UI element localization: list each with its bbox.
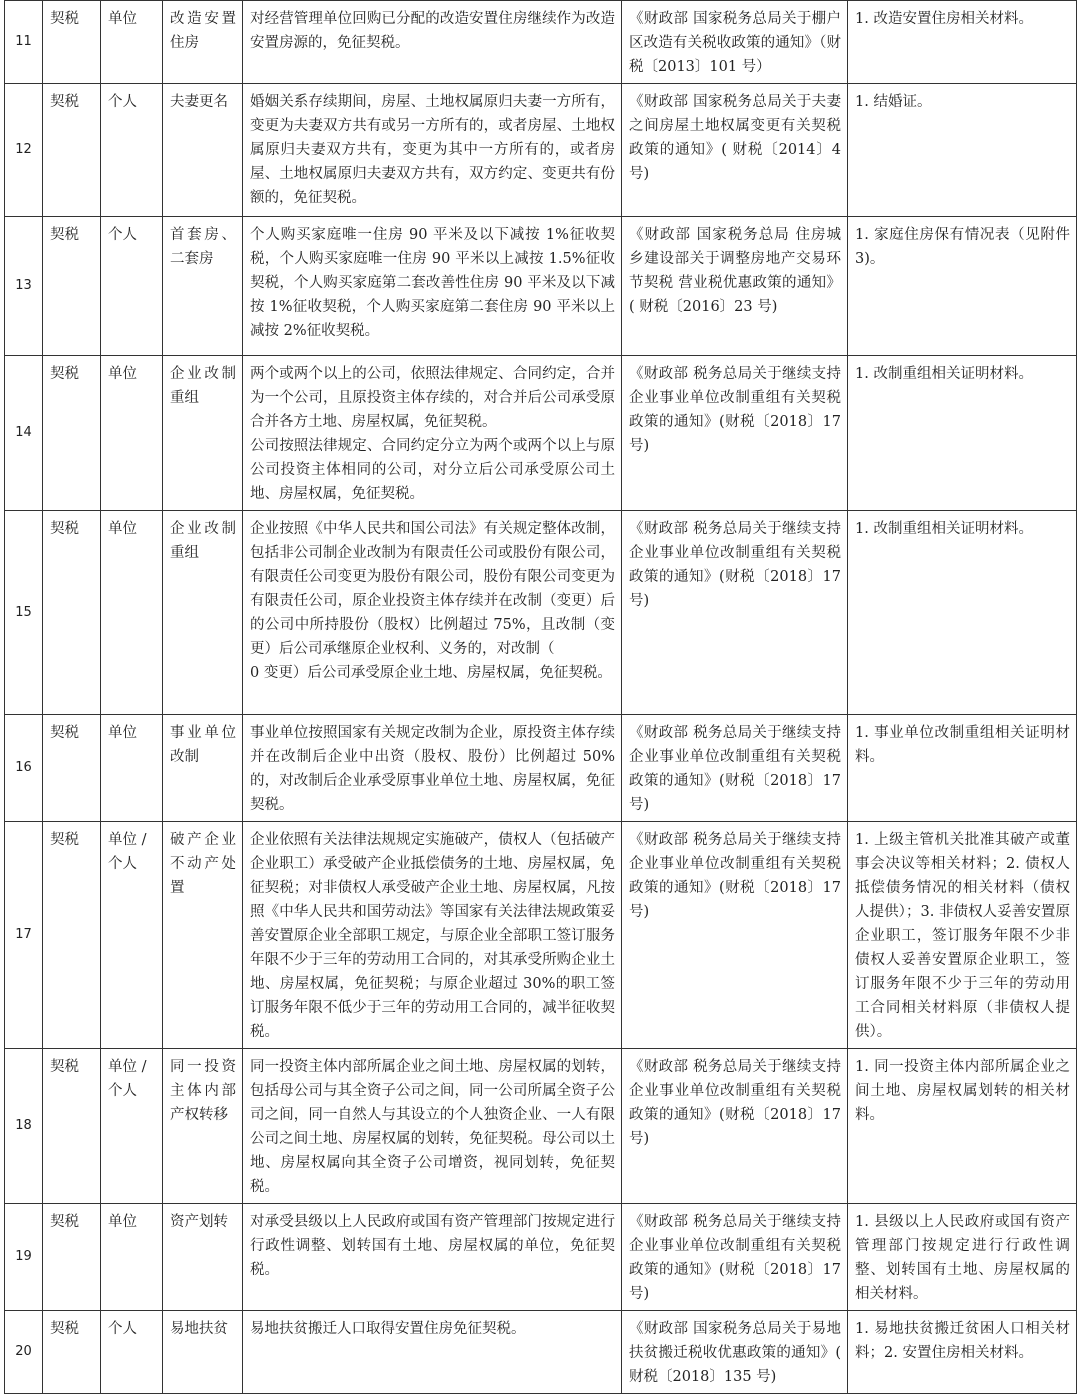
required-materials: 1. 家庭住房保有情况表（见附件 3)。 [848,217,1077,356]
subject-type: 单位 [101,356,163,511]
table-row [5,1049,1077,1204]
policy-content [243,1311,622,1394]
policy-content [243,1204,622,1311]
table-row [5,1,1077,84]
policy-paragraph: 公司按照法律规定、合同约定分立为两个或两个以上与原公司投资主体相同的公司，对分立后公司承受原公司土地、房屋权属，免征契税。 [250,438,615,502]
subject-type: 单位 [101,715,163,822]
subject-type: 单位 [101,1204,163,1311]
tax-type: 契税 [43,1,101,84]
row-number: 19 [5,1204,43,1311]
policy-paragraph: 0 变更）后公司承受原企业土地、房屋权属，免征契税。 [250,665,612,681]
tax-type: 契税 [43,1049,101,1204]
subject-type: 个人 [101,84,163,217]
policy-content [243,715,622,822]
tax-type: 契税 [43,217,101,356]
policy-basis: 《财政部 税务总局关于继续支持企业事业单位改制重组有关契税政策的通知》(财税〔2018〕17 号) [622,511,848,715]
item-name: 企业改制重组 [163,511,243,715]
policy-paragraph: 企业按照《中华人民共和国公司法》有关规定整体改制，包括非公司制企业改制为有限责任公司或股份有限公司，有限责任公司变更为股份有限公司，股份有限公司变更为有限责任公司，原企业投资主体存续并在改制（变更）后的公司中所持股份（股权）比例超过 75%，且改制（变更）后公司承继原企业权利、义务的，对改制（ [250,521,615,657]
required-materials: 1. 同一投资主体内部所属企业之间土地、房屋权属划转的相关材料。 [848,1049,1077,1204]
policy-basis: 《财政部 国家税务总局 住房城乡建设部关于调整房地产交易环节契税 营业税优惠政策的通知》( 财税〔2016〕23 号) [622,217,848,356]
table-row [5,356,1077,511]
policy-content [243,822,622,1049]
subject-type: 单位 / 个人 [101,822,163,1049]
item-name: 同一投资主体内部产权转移 [163,1049,243,1204]
row-number: 14 [5,356,43,511]
required-materials: 1. 事业单位改制重组相关证明材料。 [848,715,1077,822]
policy-content [243,356,622,511]
policy-content [243,1049,622,1204]
policy-basis: 《财政部 国家税务总局关于易地扶贫搬迁税收优惠政策的通知》( 财税〔2018〕135 号) [622,1311,848,1394]
subject-type: 单位 [101,511,163,715]
policy-content [243,1,622,84]
subject-type: 单位 [101,1,163,84]
policy-basis: 《财政部 税务总局关于继续支持企业事业单位改制重组有关契税政策的通知》(财税〔2018〕17 号) [622,822,848,1049]
subject-type: 个人 [101,1311,163,1394]
required-materials: 1. 易地扶贫搬迁贫困人口相关材料；2. 安置住房相关材料。 [848,1311,1077,1394]
item-name: 改造安置住房 [163,1,243,84]
tax-type: 契税 [43,511,101,715]
table-row [5,511,1077,715]
policy-paragraph: 对承受县级以上人民政府或国有资产管理部门按规定进行行政性调整、划转国有土地、房屋权属的单位，免征契税。 [250,1214,615,1278]
policy-paragraph: 企业依照有关法律法规规定实施破产，债权人（包括破产企业职工）承受破产企业抵偿债务的土地、房屋权属，免征契税；对非债权人承受破产企业土地、房屋权属，凡按照《中华人民共和国劳动法》等国家有关法律法规政策妥善安置原企业全部职工规定，与原企业全部职工签订服务年限不少于三年的劳动用工合同的，对其承受所购企业土地、房屋权属，免征契税；与原企业超过 30%的职工签订服务年限不低少于三年的劳动用工合同的，减半征收契税。 [250,832,615,1040]
tax-type: 契税 [43,715,101,822]
tax-type: 契税 [43,84,101,217]
policy-basis: 《财政部 国家税务总局关于棚户区改造有关税收政策的通知》（财税〔2013〕101 号） [622,1,848,84]
item-name: 破产企业不动产处置 [163,822,243,1049]
row-number: 17 [5,822,43,1049]
row-number: 13 [5,217,43,356]
policy-content [243,511,622,715]
item-name: 资产划转 [163,1204,243,1311]
table-row [5,84,1077,217]
table-row [5,715,1077,822]
row-number: 11 [5,1,43,84]
tax-type: 契税 [43,1311,101,1394]
policy-content [243,84,622,217]
required-materials: 1. 县级以上人民政府或国有资产管理部门按规定进行行政性调整、划转国有土地、房屋权属的相关材料。 [848,1204,1077,1311]
required-materials: 1. 改制重组相关证明材料。 [848,356,1077,511]
policy-paragraph: 同一投资主体内部所属企业之间土地、房屋权属的划转，包括母公司与其全资子公司之间，同一公司所属全资子公司之间，同一自然人与其设立的个人独资企业、一人有限公司之间土地、房屋权属的划转，免征契税。母公司以土地、房屋权属向其全资子公司增资，视同划转，免征契税。 [250,1059,615,1195]
policy-basis: 《财政部 税务总局关于继续支持企业事业单位改制重组有关契税政策的通知》(财税〔2018〕17 号) [622,1204,848,1311]
policy-paragraph: 事业单位按照国家有关规定改制为企业，原投资主体存续并在改制后企业中出资（股权、股份）比例超过 50%的，对改制后企业承受原事业单位土地、房屋权属，免征契税。 [250,725,615,813]
table-row [5,1204,1077,1311]
tax-type: 契税 [43,356,101,511]
item-name: 事业单位改制 [163,715,243,822]
row-number: 16 [5,715,43,822]
item-name: 企业改制重组 [163,356,243,511]
tax-policy-table [4,0,1077,1394]
policy-basis: 《财政部 税务总局关于继续支持企业事业单位改制重组有关契税政策的通知》(财税〔2018〕17 号) [622,356,848,511]
row-number: 18 [5,1049,43,1204]
policy-basis: 《财政部 税务总局关于继续支持企业事业单位改制重组有关契税政策的通知》(财税〔2018〕17 号) [622,715,848,822]
item-name: 首套房、二套房 [163,217,243,356]
policy-paragraph: 两个或两个以上的公司，依照法律规定、合同约定，合并为一个公司，且原投资主体存续的，对合并后公司承受原合并各方土地、房屋权属，免征契税。 [250,366,615,430]
table-row [5,822,1077,1049]
required-materials: 1. 结婚证。 [848,84,1077,217]
subject-type: 个人 [101,217,163,356]
tax-type: 契税 [43,1204,101,1311]
policy-basis: 《财政部 国家税务总局关于夫妻之间房屋土地权属变更有关契税政策的通知》( 财税〔2014〕4 号) [622,84,848,217]
table-row [5,217,1077,356]
policy-paragraph: 易地扶贫搬迁人口取得安置住房免征契税。 [250,1321,526,1337]
policy-paragraph: 个人购买家庭唯一住房 90 平米及以下减按 1%征收契税，个人购买家庭唯一住房 90 平米以上减按 1.5%征收契税，个人购买家庭第二套改善性住房 90 平米及以下减按 1%征收契税，个人购买家庭第二套住房 90 平米以上减按 2%征收契税。 [250,227,615,339]
row-number: 20 [5,1311,43,1394]
required-materials: 1. 改制重组相关证明材料。 [848,511,1077,715]
policy-basis: 《财政部 税务总局关于继续支持企业事业单位改制重组有关契税政策的通知》(财税〔2018〕17 号) [622,1049,848,1204]
policy-paragraph: 对经营管理单位回购已分配的改造安置住房继续作为改造安置房源的，免征契税。 [250,11,615,51]
required-materials: 1. 改造安置住房相关材料。 [848,1,1077,84]
policy-paragraph: 婚姻关系存续期间，房屋、土地权属原归夫妻一方所有，变更为夫妻双方共有或另一方所有的，或者房屋、土地权属原归夫妻双方共有，变更为其中一方所有的，或者房屋、土地权属原归夫妻双方共有，双方约定、变更共有份额的，免征契税。 [250,94,615,206]
row-number: 12 [5,84,43,217]
required-materials: 1. 上级主管机关批准其破产或董事会决议等相关材料；2. 债权人抵偿债务情况的相关材料（债权人提供）；3. 非债权人妥善安置原企业职工，签订服务年限不少非债权人妥善安置原企业职工，签订服务年限不少于三年的劳动用工合同相关材料原（非债权人提供）。 [848,822,1077,1049]
policy-content [243,217,622,356]
item-name: 易地扶贫 [163,1311,243,1394]
item-name: 夫妻更名 [163,84,243,217]
row-number: 15 [5,511,43,715]
tax-type: 契税 [43,822,101,1049]
subject-type: 单位 / 个人 [101,1049,163,1204]
table-row [5,1311,1077,1394]
